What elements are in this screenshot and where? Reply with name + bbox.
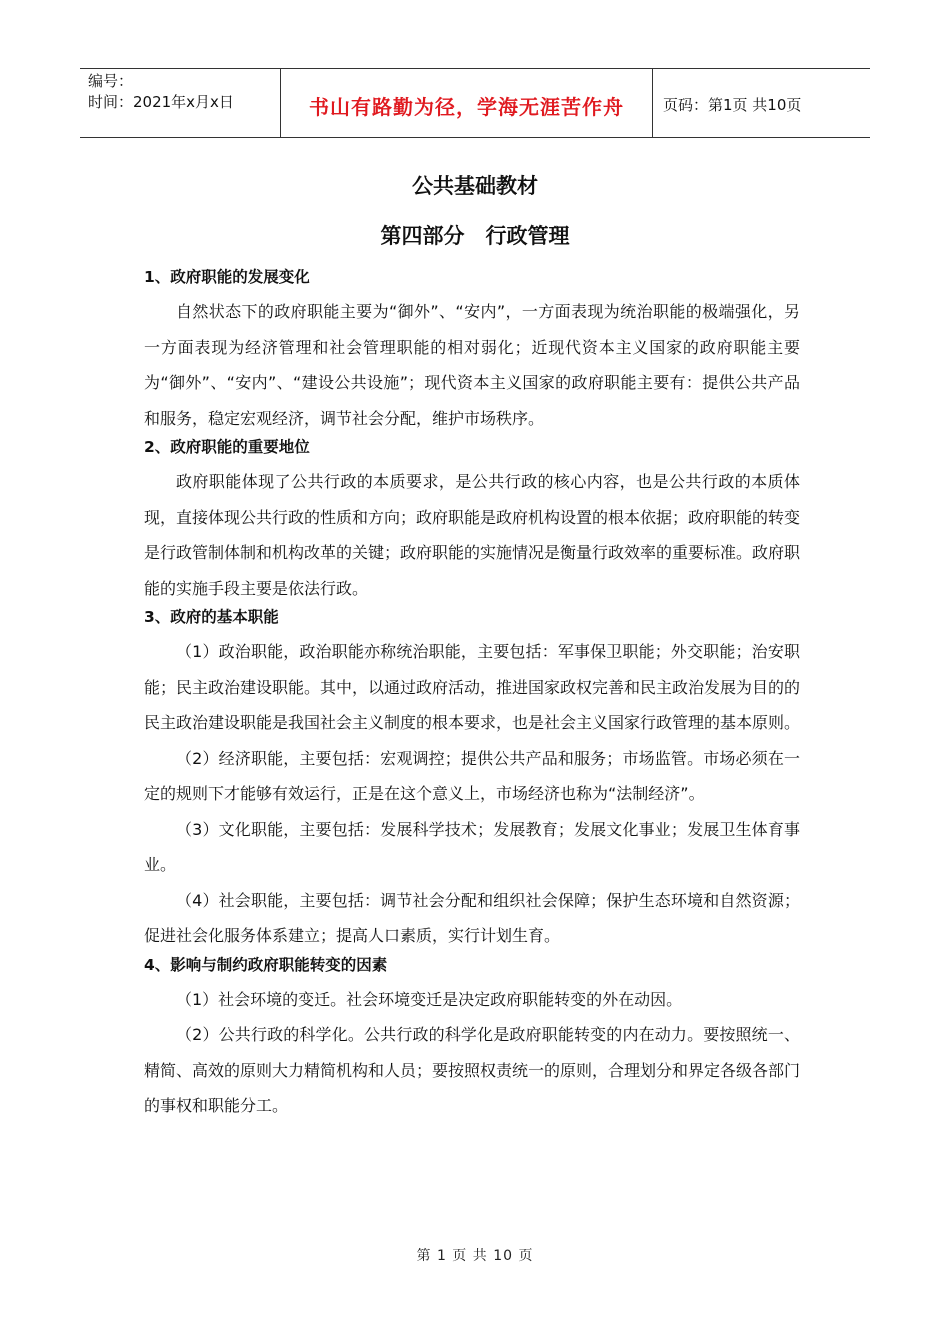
date-label: 时间：2021年x月x日 bbox=[88, 93, 234, 111]
page-header bbox=[80, 68, 870, 138]
paragraph: （1）政治职能，政治职能亦称统治职能，主要包括：军事保卫职能；外交职能；治安职能；民主政治建设职能。其中，以通过政府活动，推进国家政权完善和民主政治发展为目的的民主政治建设职能是我国社会主义制度的根本要求，也是社会主义国家行政管理的基本原则。 bbox=[144, 642, 801, 732]
header-meta bbox=[80, 69, 281, 137]
doc-subtitle: 第四部分 行政管理 bbox=[380, 224, 570, 248]
section bbox=[144, 954, 800, 1124]
page-footer: 第 1 页 共 10 页 bbox=[416, 1248, 534, 1264]
section bbox=[144, 436, 800, 606]
paragraph: 自然状态下的政府职能主要为“御外”、“安内”，一方面表现为统治职能的极端强化，另一方面表现为经济管理和社会管理职能的相对弱化；近现代资本主义国家的政府职能主要为“御外”、“安内”、“建设公共设施”；现代资本主义国家的政府职能主要有：提供公共产品和服务，稳定宏观经济，调节社会分配，维护市场秩序。 bbox=[144, 302, 800, 428]
section-heading: 3、政府的基本职能 bbox=[144, 608, 279, 626]
paragraph: （4）社会职能，主要包括：调节社会分配和组织社会保障；保护生态环境和自然资源；促进社会化服务体系建立；提高人口素质，实行计划生育。 bbox=[144, 890, 800, 945]
section bbox=[144, 606, 800, 954]
paragraph: （3）文化职能，主要包括：发展科学技术；发展教育；发展文化事业；发展卫生体育事业。 bbox=[144, 819, 800, 874]
section-heading: 4、影响与制约政府职能转变的因素 bbox=[144, 955, 388, 974]
paragraph: （2）公共行政的科学化。公共行政的科学化是政府职能转变的内在动力。要按照统一、精简、高效的原则大力精简机构和人员；要按照权责统一的原则，合理划分和界定各级各部门的事权和职能分工。 bbox=[144, 1025, 801, 1115]
doc-body bbox=[144, 266, 800, 1124]
header-page-label: 页码：第1页 共10页 bbox=[663, 95, 802, 114]
section-heading: 2、政府职能的重要地位 bbox=[144, 438, 310, 456]
paragraph: （2）经济职能，主要包括：宏观调控；提供公共产品和服务；市场监管。市场必须在一定的规则下才能够有效运行，正是在这个意义上，市场经济也称为“法制经济”。 bbox=[144, 748, 800, 803]
code-label: 编号： bbox=[88, 72, 134, 90]
header-motto: 书山有路勤为径，学海无涯苦作舟 bbox=[281, 69, 653, 137]
section bbox=[144, 266, 800, 436]
doc-title: 公共基础教材 bbox=[412, 174, 538, 198]
paragraph: 政府职能体现了公共行政的本质要求，是公共行政的核心内容，也是公共行政的本质体现，直接体现公共行政的性质和方向；政府职能是政府机构设置的根本依据；政府职能的转变是行政管制体制和机构改革的关键；政府职能的实施情况是衡量行政效率的重要标准。政府职能的实施手段主要是依法行政。 bbox=[144, 472, 801, 598]
paragraph: （1）社会环境的变迁。社会环境变迁是决定政府职能转变的外在动因。 bbox=[176, 989, 683, 1009]
section-heading: 1、政府职能的发展变化 bbox=[144, 268, 310, 286]
